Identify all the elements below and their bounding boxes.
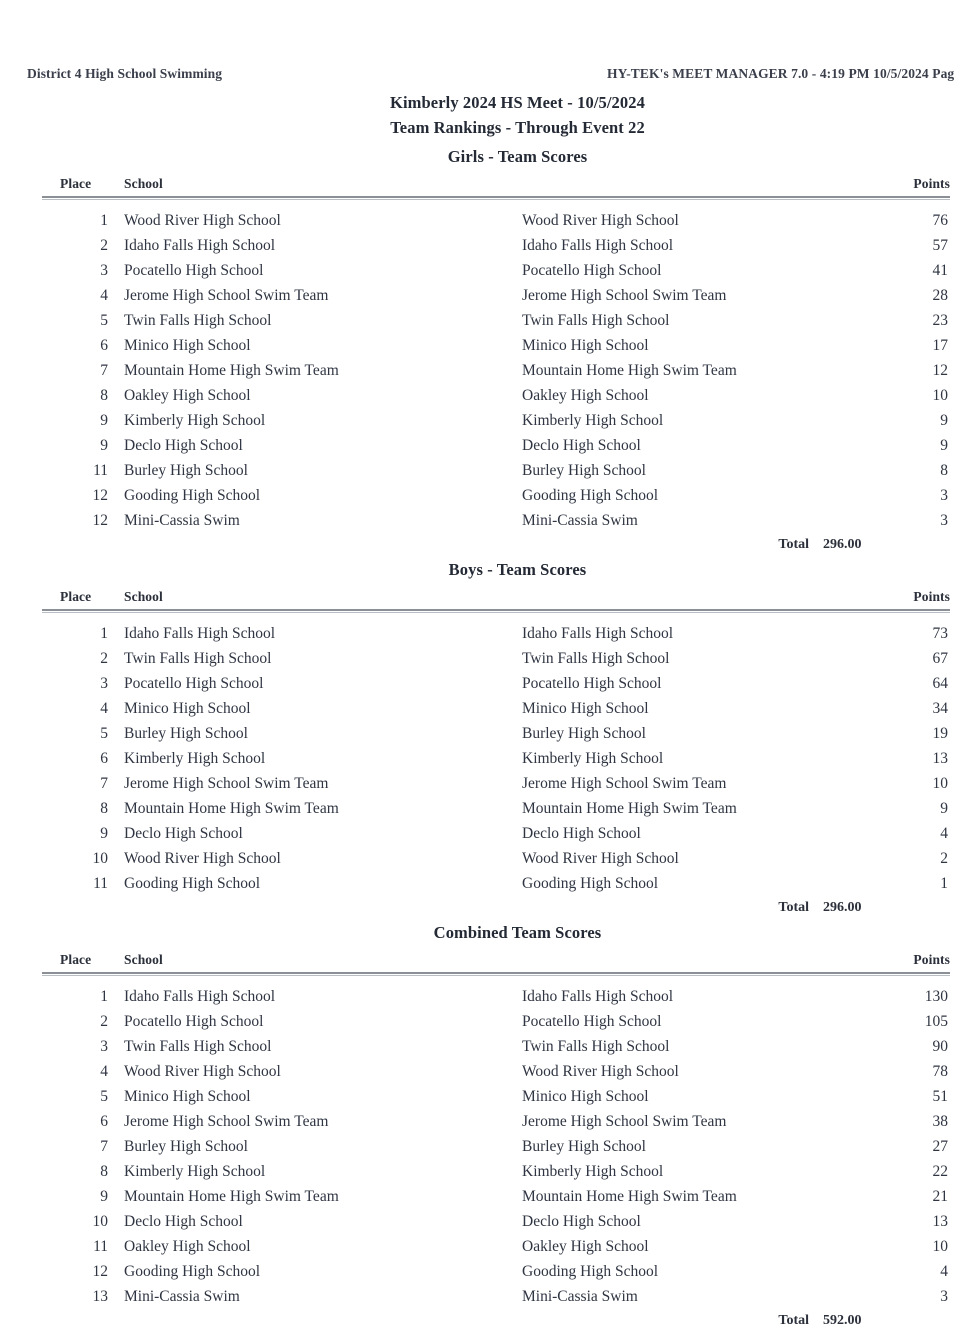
cell-points: 105 <box>924 1013 948 1030</box>
cell-points: 4 <box>940 825 948 842</box>
total-label: Total <box>778 900 809 915</box>
cell-school: Declo High School <box>124 1213 243 1230</box>
cell-school-secondary: Declo High School <box>522 1213 641 1230</box>
cell-place: 5 <box>100 312 108 329</box>
column-header-points: Points <box>913 952 950 967</box>
cell-points: 38 <box>932 1113 948 1130</box>
total-row <box>0 533 980 557</box>
cell-points: 9 <box>940 412 948 429</box>
table-row <box>0 1134 980 1159</box>
cell-school-secondary: Burley High School <box>522 725 646 742</box>
cell-school-secondary: Gooding High School <box>522 1263 659 1280</box>
cell-school: Mountain Home High Swim Team <box>124 1188 339 1205</box>
cell-place: 10 <box>92 1213 108 1230</box>
cell-place: 9 <box>100 437 108 454</box>
table-row <box>0 1084 980 1109</box>
cell-school-secondary: Pocatello High School <box>522 1013 662 1030</box>
cell-school: Jerome High School Swim Team <box>124 775 329 792</box>
cell-school: Oakley High School <box>124 1238 251 1255</box>
cell-place: 12 <box>92 1263 108 1280</box>
cell-school-secondary: Mountain Home High Swim Team <box>522 1188 737 1205</box>
cell-school: Pocatello High School <box>124 1013 264 1030</box>
cell-points: 10 <box>932 387 948 404</box>
cell-points: 21 <box>932 1188 948 1205</box>
column-header-points: Points <box>913 176 950 191</box>
cell-school: Idaho Falls High School <box>124 625 276 642</box>
title-block <box>0 90 980 140</box>
table-row <box>0 1059 980 1084</box>
cell-school-secondary: Gooding High School <box>522 875 659 892</box>
table-row <box>0 646 980 671</box>
cell-school: Minico High School <box>124 337 251 354</box>
cell-place: 5 <box>100 1088 108 1105</box>
table-row <box>0 696 980 721</box>
table-row <box>0 871 980 896</box>
cell-school: Idaho Falls High School <box>124 988 276 1005</box>
table-row <box>0 208 980 233</box>
cell-school-secondary: Pocatello High School <box>522 675 662 692</box>
total-row <box>0 896 980 920</box>
column-header-school: School <box>124 589 163 604</box>
cell-school: Wood River High School <box>124 1063 281 1080</box>
scores-table-girls <box>0 176 980 557</box>
cell-school-secondary: Declo High School <box>522 825 641 842</box>
total-value: 592.00 <box>823 1313 862 1328</box>
cell-place: 6 <box>100 1113 108 1130</box>
cell-school: Wood River High School <box>124 850 281 867</box>
running-head-right: HY-TEK's MEET MANAGER 7.0 - 4:19 PM 10/5/2024 Pag <box>607 66 955 81</box>
section-combined <box>0 922 980 1333</box>
table-row <box>0 771 980 796</box>
cell-school: Burley High School <box>124 725 248 742</box>
cell-school: Kimberly High School <box>124 750 266 767</box>
cell-school-secondary: Oakley High School <box>522 1238 649 1255</box>
section-title-combined: Combined Team Scores <box>433 923 602 942</box>
cell-school: Minico High School <box>124 700 251 717</box>
cell-school: Gooding High School <box>124 875 261 892</box>
total-label: Total <box>778 1313 809 1328</box>
table-row <box>0 1184 980 1209</box>
cell-points: 13 <box>932 1213 948 1230</box>
cell-points: 9 <box>940 437 948 454</box>
cell-school: Idaho Falls High School <box>124 237 276 254</box>
table-header-row <box>0 176 980 196</box>
cell-place: 10 <box>92 850 108 867</box>
cell-school-secondary: Wood River High School <box>522 850 679 867</box>
cell-points: 4 <box>940 1263 948 1280</box>
cell-place: 1 <box>100 212 108 229</box>
cell-school: Wood River High School <box>124 212 281 229</box>
cell-school-secondary: Mountain Home High Swim Team <box>522 800 737 817</box>
section-title-boys: Boys - Team Scores <box>448 560 587 579</box>
cell-school: Twin Falls High School <box>124 312 272 329</box>
column-header-place: Place <box>60 589 92 604</box>
cell-school: Gooding High School <box>124 487 261 504</box>
cell-school: Twin Falls High School <box>124 1038 272 1055</box>
cell-place: 3 <box>100 675 108 692</box>
column-header-place: Place <box>60 952 92 967</box>
section-boys <box>0 559 980 920</box>
cell-place: 2 <box>100 650 108 667</box>
cell-school: Gooding High School <box>124 1263 261 1280</box>
column-header-place: Place <box>60 176 92 191</box>
meet-title: Kimberly 2024 HS Meet - 10/5/2024 <box>390 93 645 112</box>
table-row <box>0 1009 980 1034</box>
cell-place: 1 <box>100 625 108 642</box>
cell-points: 67 <box>932 650 948 667</box>
cell-school: Mountain Home High Swim Team <box>124 800 339 817</box>
cell-school-secondary: Burley High School <box>522 1138 646 1155</box>
table-row <box>0 233 980 258</box>
section-title-girls: Girls - Team Scores <box>447 147 588 166</box>
cell-school-secondary: Mountain Home High Swim Team <box>522 362 737 379</box>
cell-place: 7 <box>100 362 108 379</box>
table-row <box>0 483 980 508</box>
cell-school-secondary: Declo High School <box>522 437 641 454</box>
table-row <box>0 383 980 408</box>
cell-place: 11 <box>93 875 108 892</box>
cell-school: Burley High School <box>124 462 248 479</box>
table-row <box>0 621 980 646</box>
total-row <box>0 1309 980 1333</box>
column-header-school: School <box>124 176 163 191</box>
cell-points: 9 <box>940 800 948 817</box>
cell-place: 13 <box>92 1288 108 1305</box>
cell-place: 3 <box>100 262 108 279</box>
cell-points: 78 <box>932 1063 948 1080</box>
cell-points: 41 <box>932 262 948 279</box>
cell-school: Oakley High School <box>124 387 251 404</box>
cell-place: 1 <box>100 988 108 1005</box>
cell-points: 76 <box>932 212 948 229</box>
cell-school-secondary: Minico High School <box>522 337 649 354</box>
cell-place: 2 <box>100 1013 108 1030</box>
cell-points: 28 <box>932 287 948 304</box>
cell-school: Jerome High School Swim Team <box>124 1113 329 1130</box>
cell-school-secondary: Minico High School <box>522 700 649 717</box>
total-value: 296.00 <box>823 900 862 915</box>
cell-school-secondary: Twin Falls High School <box>522 312 670 329</box>
scores-table-combined <box>0 952 980 1333</box>
table-row <box>0 796 980 821</box>
cell-place: 7 <box>100 775 108 792</box>
table-header-row <box>0 589 980 609</box>
cell-place: 9 <box>100 412 108 429</box>
table-row <box>0 358 980 383</box>
cell-school-secondary: Oakley High School <box>522 387 649 404</box>
cell-points: 12 <box>932 362 948 379</box>
cell-place: 3 <box>100 1038 108 1055</box>
table-row <box>0 1034 980 1059</box>
cell-points: 64 <box>932 675 948 692</box>
cell-school-secondary: Kimberly High School <box>522 750 664 767</box>
table-row <box>0 846 980 871</box>
cell-school: Twin Falls High School <box>124 650 272 667</box>
cell-school-secondary: Mini-Cassia Swim <box>522 512 638 529</box>
cell-school: Declo High School <box>124 825 243 842</box>
cell-points: 73 <box>932 625 948 642</box>
cell-school-secondary: Jerome High School Swim Team <box>522 287 727 304</box>
cell-school: Kimberly High School <box>124 412 266 429</box>
table-row <box>0 283 980 308</box>
table-row <box>0 1109 980 1134</box>
cell-school-secondary: Wood River High School <box>522 1063 679 1080</box>
cell-school-secondary: Gooding High School <box>522 487 659 504</box>
cell-points: 27 <box>932 1138 948 1155</box>
table-row <box>0 721 980 746</box>
cell-school: Pocatello High School <box>124 262 264 279</box>
cell-place: 12 <box>92 512 108 529</box>
table-row <box>0 458 980 483</box>
cell-school: Pocatello High School <box>124 675 264 692</box>
total-value: 296.00 <box>823 537 862 552</box>
table-row <box>0 1234 980 1259</box>
cell-place: 6 <box>100 750 108 767</box>
cell-place: 4 <box>100 287 108 304</box>
cell-school-secondary: Burley High School <box>522 462 646 479</box>
cell-school: Burley High School <box>124 1138 248 1155</box>
cell-school: Kimberly High School <box>124 1163 266 1180</box>
cell-place: 11 <box>93 462 108 479</box>
cell-points: 3 <box>940 512 948 529</box>
cell-points: 57 <box>932 237 948 254</box>
cell-school-secondary: Kimberly High School <box>522 412 664 429</box>
cell-school: Mini-Cassia Swim <box>124 512 240 529</box>
cell-place: 11 <box>93 1238 108 1255</box>
cell-place: 8 <box>100 387 108 404</box>
running-head-left: District 4 High School Swimming <box>27 66 223 81</box>
cell-place: 4 <box>100 700 108 717</box>
cell-points: 3 <box>940 1288 948 1305</box>
cell-points: 1 <box>940 875 948 892</box>
cell-school-secondary: Jerome High School Swim Team <box>522 775 727 792</box>
cell-place: 9 <box>100 825 108 842</box>
table-row <box>0 258 980 283</box>
table-row <box>0 984 980 1009</box>
cell-school-secondary: Wood River High School <box>522 212 679 229</box>
cell-school: Jerome High School Swim Team <box>124 287 329 304</box>
cell-place: 12 <box>92 487 108 504</box>
cell-school-secondary: Idaho Falls High School <box>522 625 674 642</box>
cell-points: 8 <box>940 462 948 479</box>
report-title: Team Rankings - Through Event 22 <box>390 118 645 137</box>
cell-place: 8 <box>100 1163 108 1180</box>
table-row <box>0 408 980 433</box>
table-body <box>0 614 980 896</box>
cell-school-secondary: Idaho Falls High School <box>522 988 674 1005</box>
cell-place: 2 <box>100 237 108 254</box>
table-row <box>0 1259 980 1284</box>
running-head <box>0 66 980 84</box>
table-row <box>0 308 980 333</box>
cell-place: 7 <box>100 1138 108 1155</box>
cell-place: 4 <box>100 1063 108 1080</box>
cell-points: 10 <box>932 775 948 792</box>
cell-points: 51 <box>932 1088 948 1105</box>
total-label: Total <box>778 537 809 552</box>
cell-school-secondary: Pocatello High School <box>522 262 662 279</box>
cell-points: 22 <box>932 1163 948 1180</box>
cell-points: 2 <box>940 850 948 867</box>
cell-school: Declo High School <box>124 437 243 454</box>
table-row <box>0 1159 980 1184</box>
cell-points: 19 <box>932 725 948 742</box>
cell-school-secondary: Minico High School <box>522 1088 649 1105</box>
cell-school-secondary: Twin Falls High School <box>522 650 670 667</box>
section-girls <box>0 146 980 557</box>
cell-points: 3 <box>940 487 948 504</box>
table-row <box>0 508 980 533</box>
cell-school: Mountain Home High Swim Team <box>124 362 339 379</box>
cell-place: 9 <box>100 1188 108 1205</box>
cell-school: Mini-Cassia Swim <box>124 1288 240 1305</box>
cell-place: 6 <box>100 337 108 354</box>
cell-school-secondary: Twin Falls High School <box>522 1038 670 1055</box>
column-header-school: School <box>124 952 163 967</box>
cell-points: 17 <box>932 337 948 354</box>
cell-points: 34 <box>932 700 948 717</box>
cell-points: 130 <box>924 988 948 1005</box>
cell-points: 90 <box>932 1038 948 1055</box>
cell-school-secondary: Jerome High School Swim Team <box>522 1113 727 1130</box>
cell-school-secondary: Mini-Cassia Swim <box>522 1288 638 1305</box>
column-header-points: Points <box>913 589 950 604</box>
cell-school-secondary: Kimberly High School <box>522 1163 664 1180</box>
cell-points: 13 <box>932 750 948 767</box>
table-row <box>0 433 980 458</box>
table-body <box>0 977 980 1309</box>
table-row <box>0 746 980 771</box>
cell-points: 23 <box>932 312 948 329</box>
cell-place: 5 <box>100 725 108 742</box>
table-row <box>0 821 980 846</box>
cell-school-secondary: Idaho Falls High School <box>522 237 674 254</box>
table-row <box>0 1284 980 1309</box>
cell-school: Minico High School <box>124 1088 251 1105</box>
table-header-row <box>0 952 980 972</box>
table-row <box>0 671 980 696</box>
table-row <box>0 333 980 358</box>
table-body <box>0 201 980 533</box>
cell-place: 8 <box>100 800 108 817</box>
table-row <box>0 1209 980 1234</box>
cell-points: 10 <box>932 1238 948 1255</box>
scores-table-boys <box>0 589 980 920</box>
